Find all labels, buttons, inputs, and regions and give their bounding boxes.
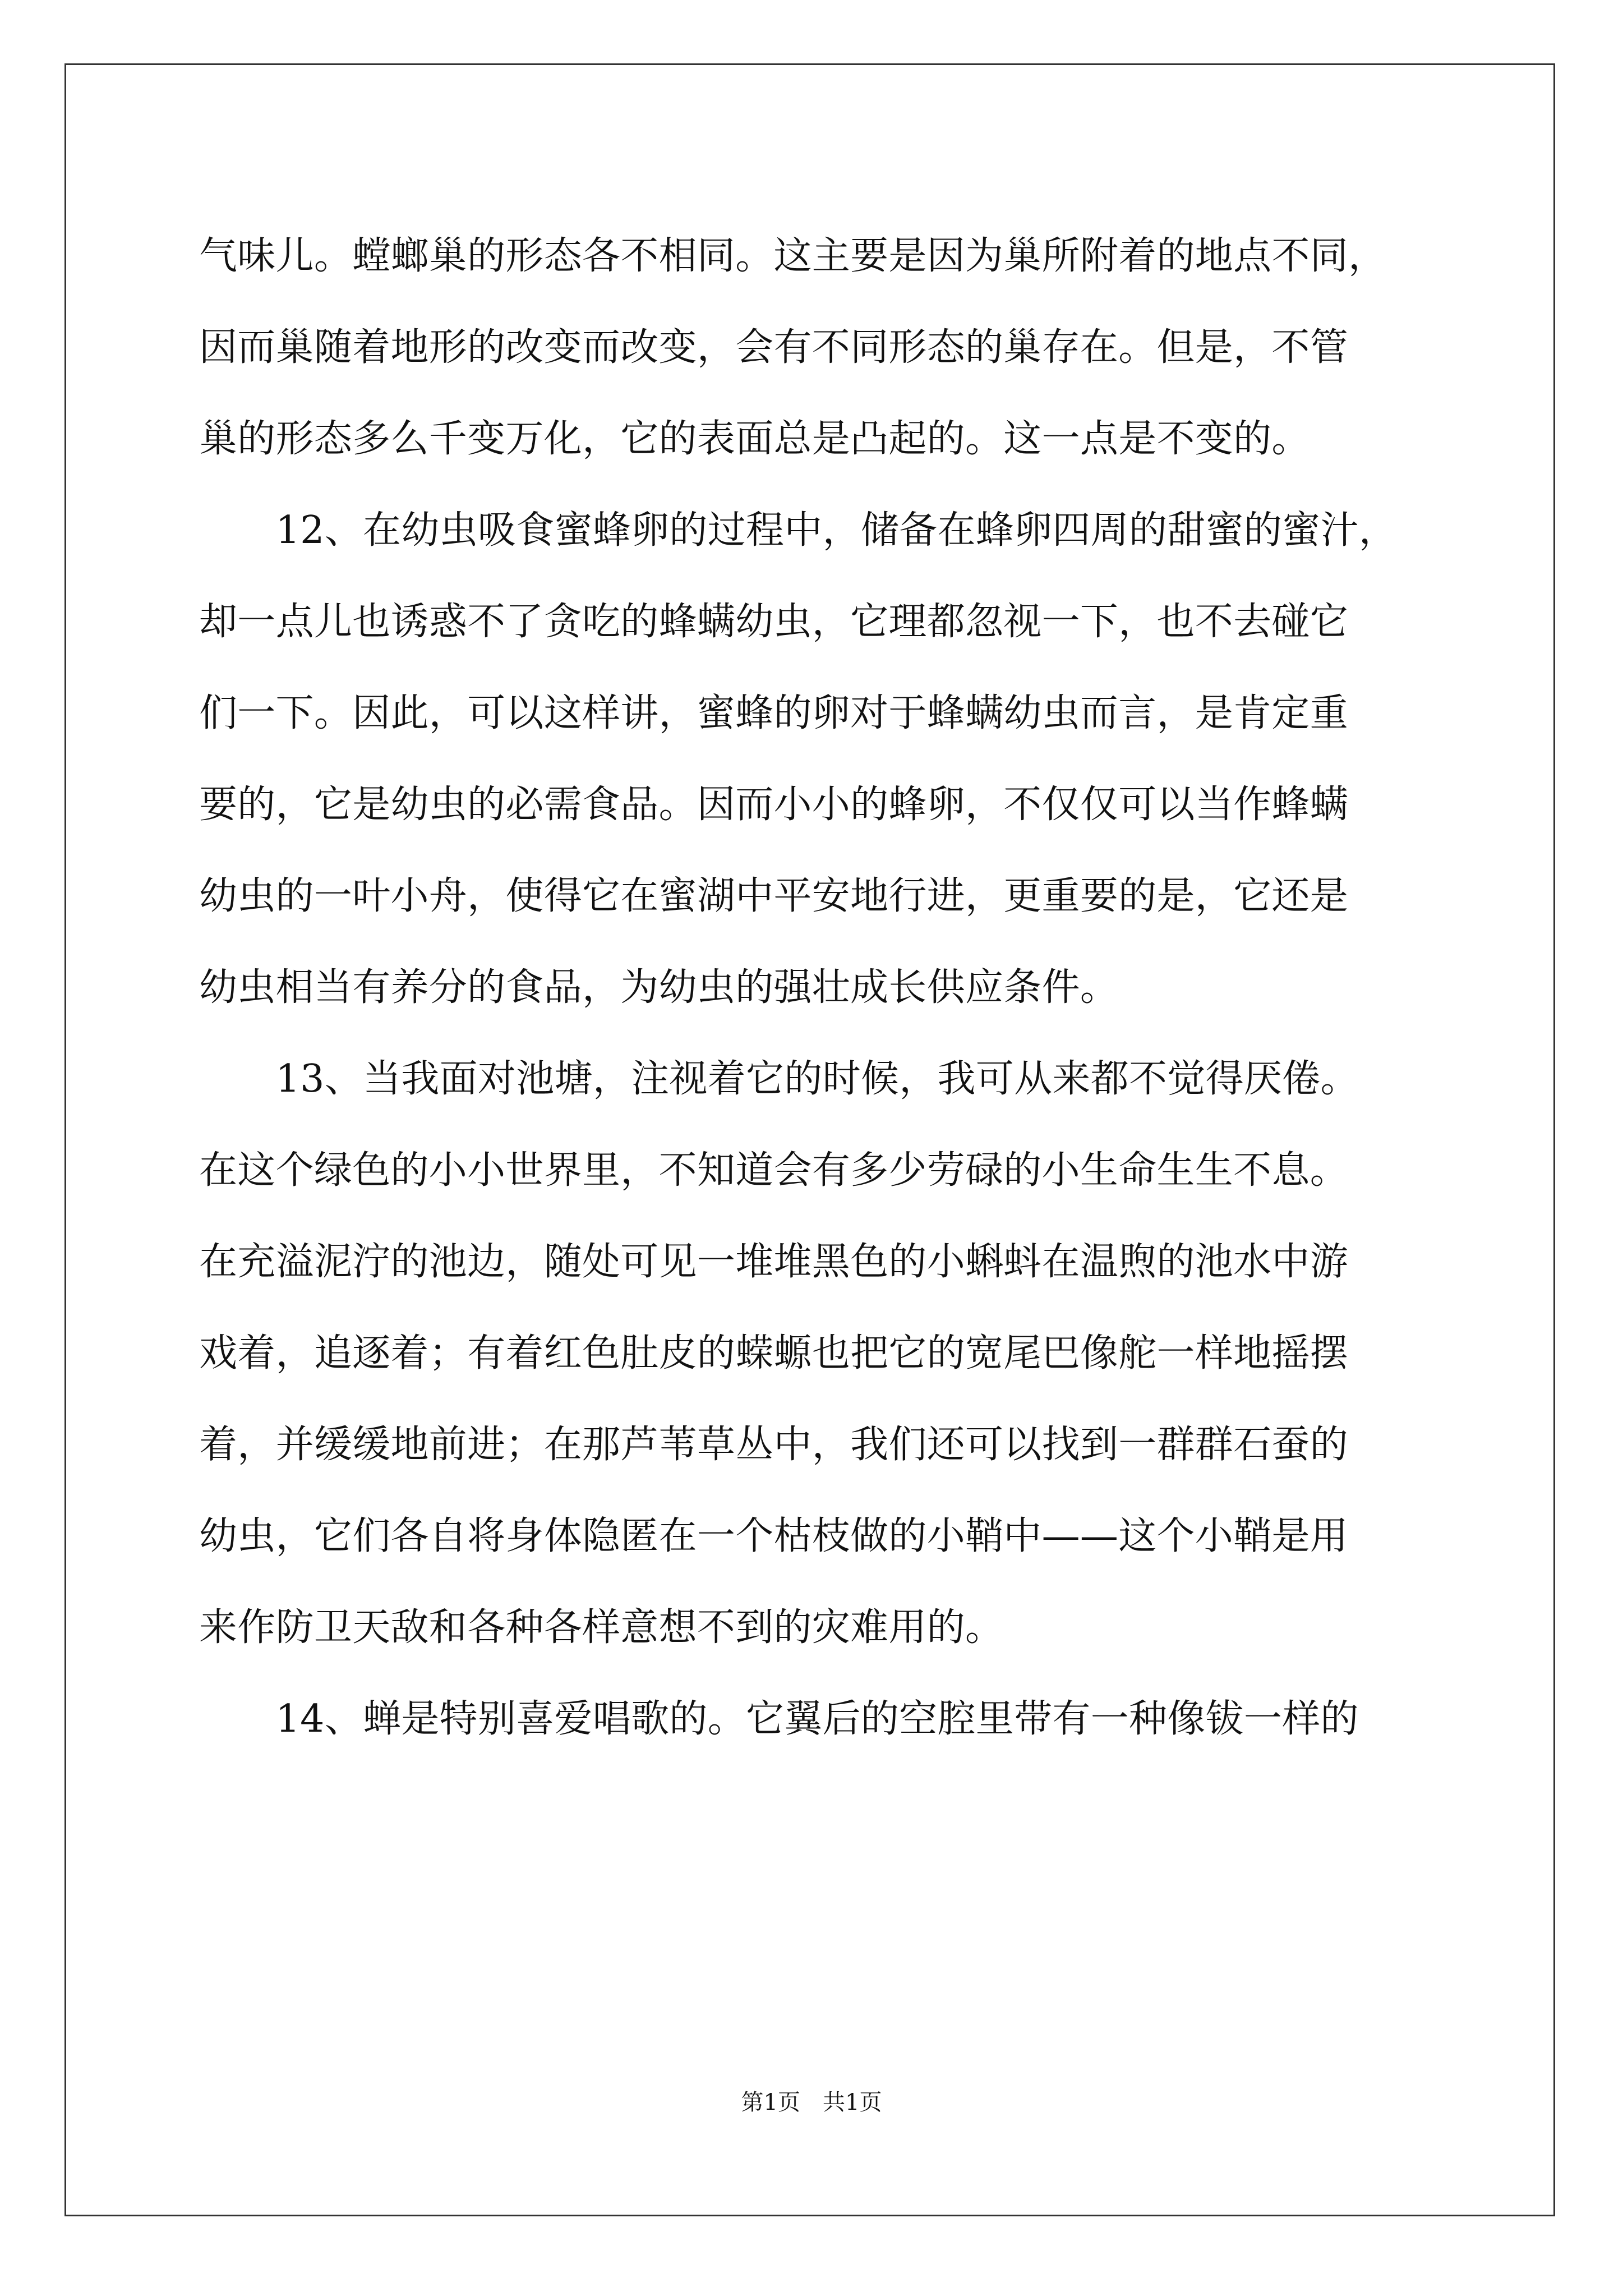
text-line: 在这个绿色的小小世界里，不知道会有多少劳碌的小生命生生不息。	[199, 1148, 1349, 1193]
text-line: 在充溢泥泞的池边，随处可见一堆堆黑色的小蝌蚪在温煦的池水中游	[199, 1240, 1349, 1284]
text-line: 却一点儿也诱惑不了贪吃的蜂螨幼虫，它理都忽视一下，也不去碰它	[199, 600, 1349, 644]
text-line: 戏着，追逐着；有着红色肚皮的蝾螈也把它的宽尾巴像舵一样地摇摆	[199, 1331, 1349, 1375]
text-line: 幼虫的一叶小舟，使得它在蜜湖中平安地行进，更重要的是，它还是	[199, 874, 1349, 918]
text-line: 要的，它是幼虫的必需食品。因而小小的蜂卵，不仅仅可以当作蜂螨	[199, 783, 1349, 827]
text-line: 14、蝉是特别喜爱唱歌的。它翼后的空腔里带有一种像钹一样的	[199, 1697, 1359, 1741]
text-line: 来作防卫天敌和各种各样意想不到的灾难用的。	[199, 1605, 1004, 1650]
document-body	[199, 210, 1433, 1765]
text-line: 气味儿。螳螂巢的形态各不相同。这主要是因为巢所附着的地点不同，	[199, 234, 1387, 278]
text-line: 们一下。因此，可以这样讲，蜜蜂的卵对于蜂螨幼虫而言，是肯定重	[199, 691, 1349, 735]
text-line: 12、在幼虫吸食蜜蜂卵的过程中，储备在蜂卵四周的甜蜜的蜜汁，	[199, 508, 1398, 553]
page-footer: 第1页 共1页	[741, 2090, 882, 2115]
text-line: 因而巢随着地形的改变而改变，会有不同形态的巢存在。但是，不管	[199, 325, 1349, 370]
text-line: 13、当我面对池塘，注视着它的时候，我可从来都不觉得厌倦。	[199, 1057, 1359, 1101]
text-line: 幼虫相当有养分的食品，为幼虫的强壮成长供应条件。	[199, 965, 1119, 1010]
text-line: 幼虫，它们各自将身体隐匿在一个枯枝做的小鞘中——这个小鞘是用	[199, 1514, 1349, 1558]
text-line: 巢的形态多么千变万化，它的表面总是凸起的。这一点是不变的。	[199, 417, 1310, 461]
text-line: 着，并缓缓地前进；在那芦苇草丛中，我们还可以找到一群群石蚕的	[199, 1423, 1349, 1467]
